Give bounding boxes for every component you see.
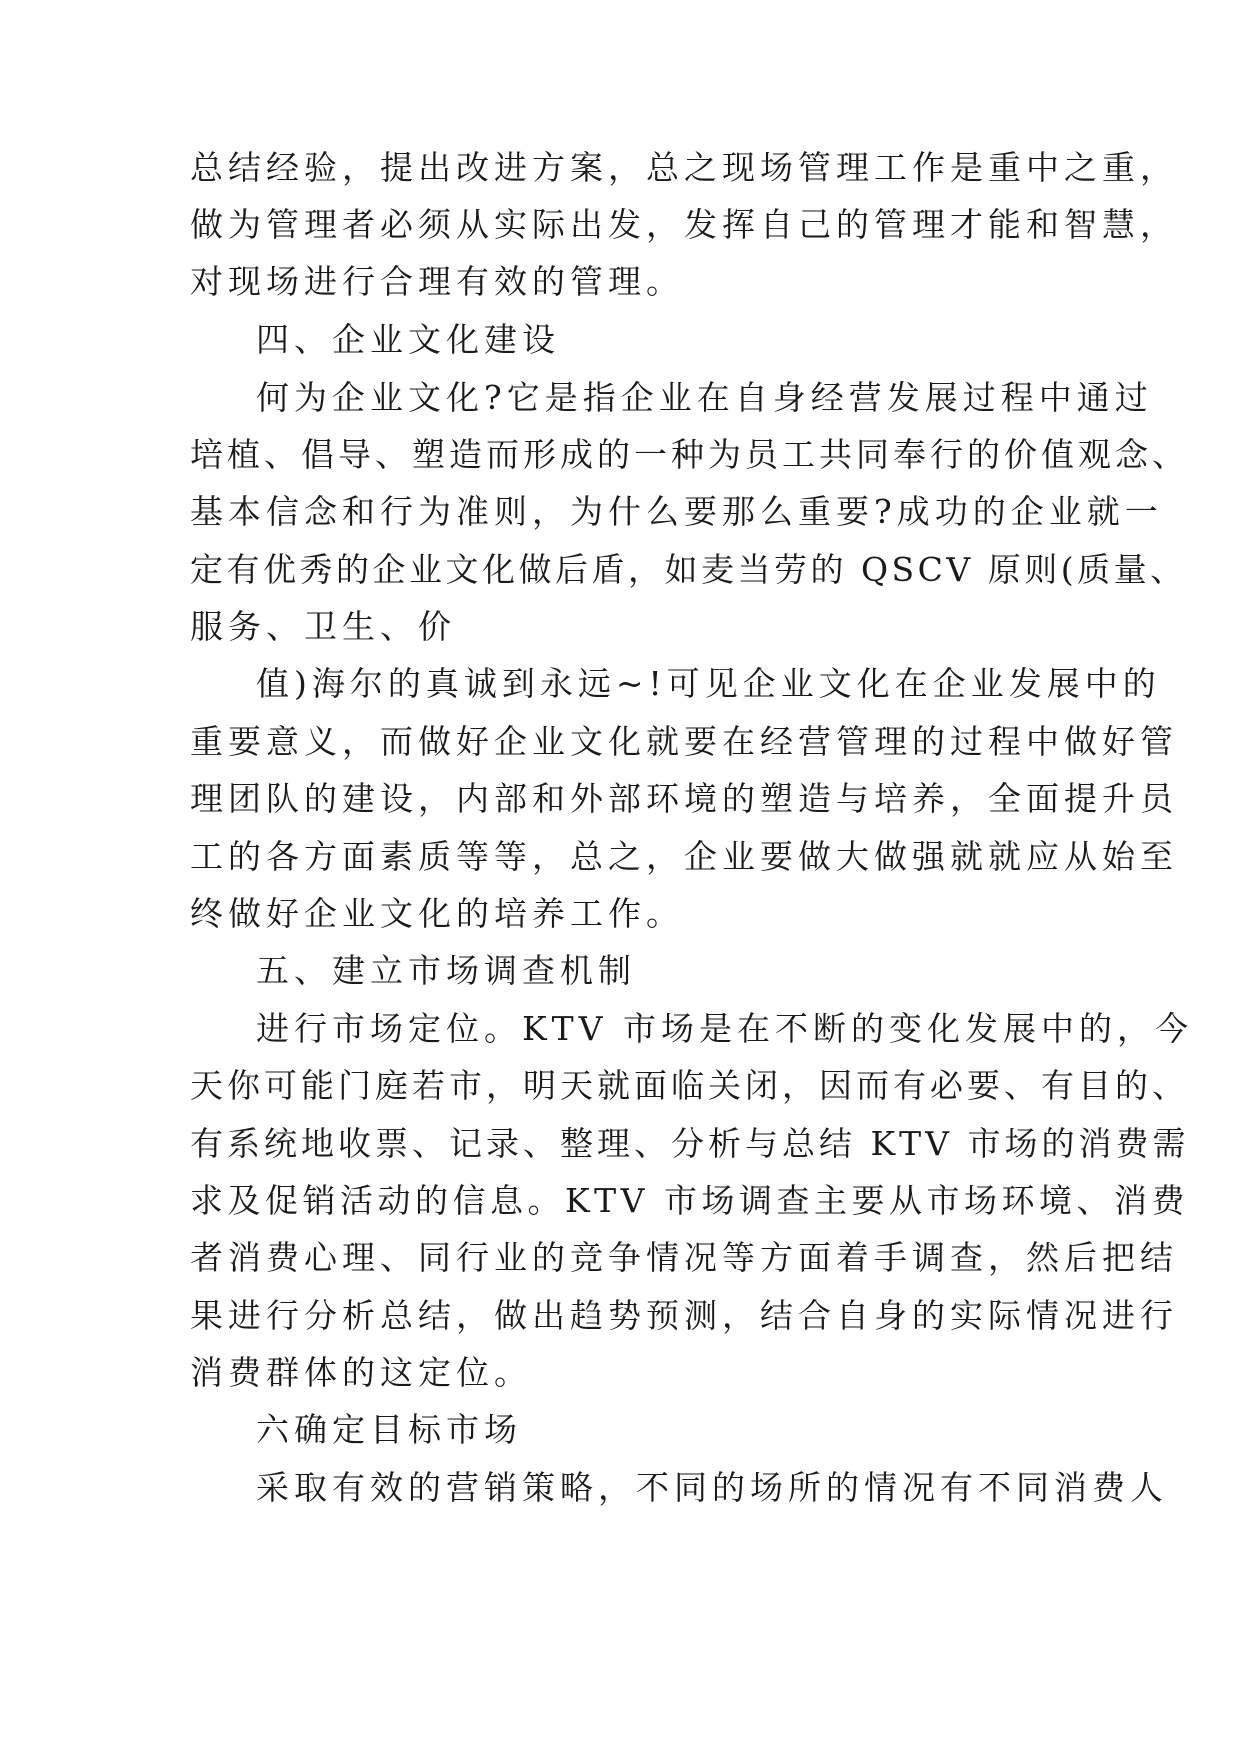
section-heading: 六确定目标市场	[256, 1410, 522, 1449]
text-line: 服务、卫生、价	[190, 607, 456, 646]
text-line: 重要意义，而做好企业文化就要在经营管理的过程中做好管	[190, 722, 1178, 761]
text-line: 有系统地收票、记录、整理、分析与总结 KTV 市场的消费需	[190, 1124, 1190, 1163]
text-line: 终做好企业文化的培养工作。	[190, 894, 684, 933]
section-heading: 五、建立市场调查机制	[256, 951, 636, 990]
text-line: 值)海尔的真诚到永远~!可见企业文化在企业发展中的	[256, 664, 1161, 703]
text-line: 工的各方面素质等等，总之，企业要做大做强就就应从始至	[190, 837, 1178, 876]
text-line: 进行市场定位。KTV 市场是在不断的变化发展中的，今	[256, 1009, 1193, 1048]
section-heading: 四、企业文化建设	[256, 320, 560, 359]
text-line: 求及促销活动的信息。KTV 市场调查主要从市场环境、消费	[190, 1181, 1189, 1220]
text-line: 者消费心理、同行业的竞争情况等方面着手调查，然后把结	[190, 1238, 1178, 1277]
text-line: 做为管理者必须从实际出发，发挥自己的管理才能和智慧，	[190, 205, 1178, 244]
text-line: 培植、倡导、塑造而形成的一种为员工共同奉行的价值观念、	[190, 435, 1189, 474]
text-line: 果进行分析总结，做出趋势预测，结合自身的实际情况进行	[190, 1296, 1178, 1335]
text-line: 对现场进行合理有效的管理。	[190, 262, 684, 301]
text-line: 基本信念和行为准则，为什么要那么重要?成功的企业就一	[190, 492, 1163, 531]
text-line: 何为企业文化?它是指企业在自身经营发展过程中通过	[256, 378, 1153, 417]
text-line: 采取有效的营销策略，不同的场所的情况有不同消费人	[256, 1468, 1168, 1507]
text-line: 总结经验，提出改进方案，总之现场管理工作是重中之重，	[190, 148, 1178, 187]
text-line: 定有优秀的企业文化做后盾，如麦当劳的 QSCV 原则(质量、	[190, 550, 1187, 589]
text-line: 理团队的建设，内部和外部环境的塑造与培养，全面提升员	[190, 779, 1178, 818]
text-line: 消费群体的这定位。	[190, 1353, 532, 1392]
text-line: 天你可能门庭若市，明天就面临关闭，因而有必要、有目的、	[190, 1066, 1189, 1105]
